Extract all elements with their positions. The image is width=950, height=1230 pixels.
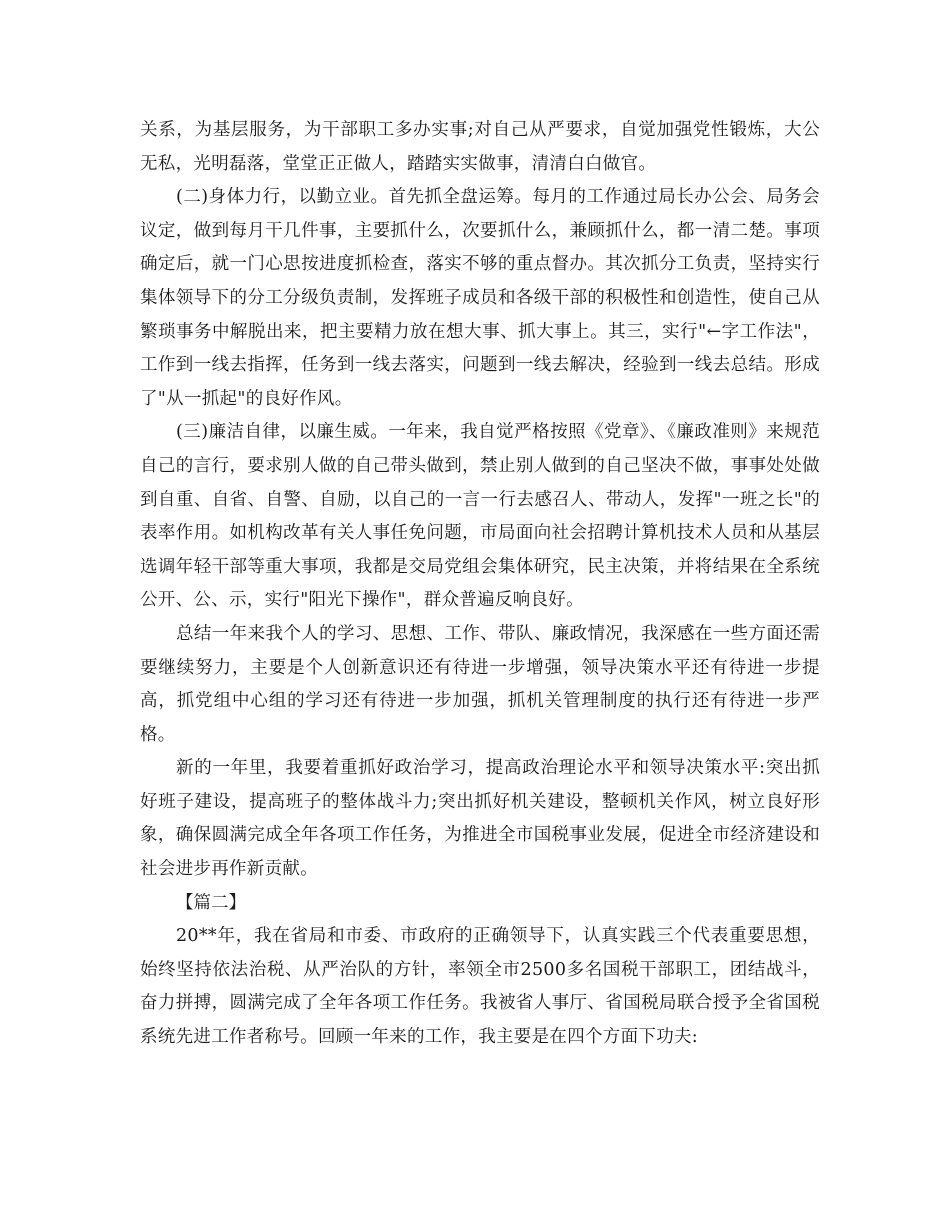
paragraph-diligence: (二)身体力行，以勤立业。首先抓全盘运筹。每月的工作通过局长办公会、局务会议定，做到每月干几件事，主要抓什么，次要抓什么，兼顾抓什么，都一清二楚。事项确定后，就一门心思按进度抓检查，落实不够的重点督办。其次抓分工负责，坚持实行集体领导下的分工分级负责制，发挥班子成员和各级干部的积极性和创造性，使自己从繁琐事务中解脱出来，把主要精力放在想大事、抓大事上。其三，实行"←字工作法"，工作到一线去指挥，任务到一线去落实，问题到一线去解决，经验到一线去总结。形成了"从一抓起"的良好作风。 [140,187,820,409]
document-page [140,114,820,1055]
paragraph-new-year: 新的一年里，我要着重抓好政治学习，提高政治理论水平和领导决策水平:突出抓好班子建设，提高班子的整体战斗力;突出抓好机关建设，整顿机关作风，树立良好形象，确保圆满完成全年各项工作任务，为推进全市国税事业发展，促进全市经济建设和社会进步再作新贡献。 [140,758,820,880]
paragraph-part-two-intro: 20**年，我在省局和市委、市政府的正确领导下，认真实践三个代表重要思想，始终坚持依法治税、从严治队的方针，率领全市2500多名国税干部职工，团结战斗，奋力拼搏，圆满完成了全年各项工作任务。我被省人事厅、省国税局联合授予全省国税系统先进工作者称号。回顾一年来的工作，我主要是在四个方面下功夫: [140,926,820,1048]
paragraph-integrity: (三)廉洁自律，以廉生威。一年来，我自觉严格按照《党章》、《廉政准则》来规范自己的言行，要求别人做的自己带头做到，禁止别人做到的自己坚决不做，事事处处做到自重、自省、自警、自励，以自己的一言一行去感召人、带动人，发挥"一班之长"的表率作用。如机构改革有关人事任免问题，市局面向社会招聘计算机技术人员和从基层选调年轻干部等重大事项，我都是交局党组会集体研究，民主决策，并将结果在全系统公开、公、示，实行"阳光下操作"，群众普遍反响良好。 [140,422,820,611]
section-heading: 【篇二】 [176,892,246,913]
paragraph-summary: 总结一年来我个人的学习、思想、工作、带队、廉政情况，我深感在一些方面还需要继续努力，主要是个人创新意识还有待进一步增强，领导决策水平还有待进一步提高，抓党组中心组的学习还有待进一步加强，抓机关管理制度的执行还有待进一步严格。 [140,623,820,745]
paragraph-continuation: 关系，为基层服务，为干部职工多办实事;对自己从严要求，自觉加强党性锻炼，大公无私，光明磊落，堂堂正正做人，踏踏实实做事，清清白白做官。 [140,120,820,174]
